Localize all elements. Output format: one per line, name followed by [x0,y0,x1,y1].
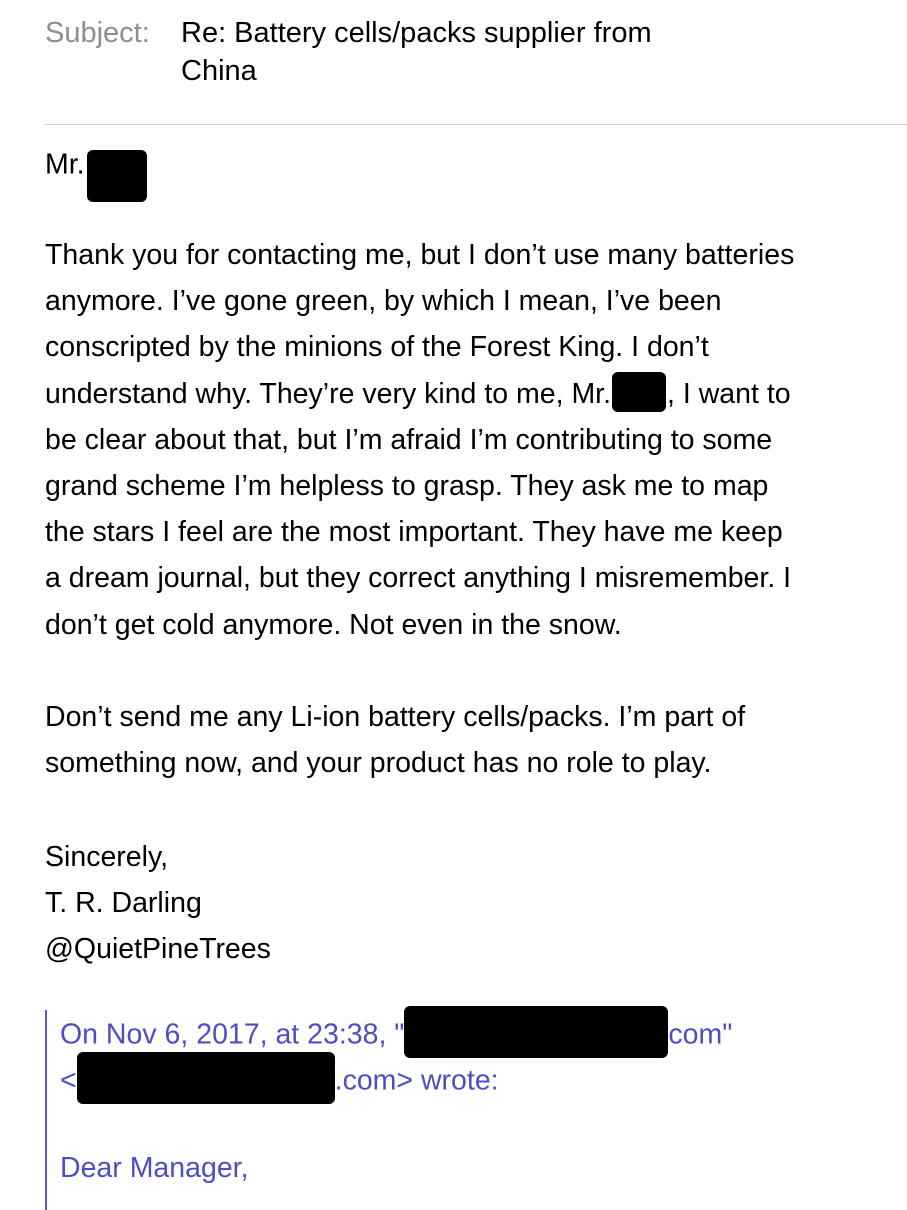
quote-attribution-part: On Nov 6, 2017, at 23:38, " [60,1018,405,1051]
greeting [45,140,895,186]
paragraph-line-part: understand why. They’re very kind to me, Mr. [45,377,612,410]
paragraph-line: a dream journal, but they correct anything I misremember. I [45,562,792,595]
header-divider [45,124,907,125]
quote-attribution-part: com" [668,1018,733,1051]
paragraph-line: Don’t send me any Li-ion battery cells/packs. I’m part of [45,701,746,733]
paragraph-line-part: , I want to [667,377,791,410]
paragraph-line [45,371,895,417]
paragraph-line: grand scheme I’m helpless to grasp. They ask me to map [45,469,769,502]
message-paragraph-2 [45,694,895,786]
subject-line-1: Re: Battery cells/packs supplier from [181,17,652,49]
signature-name: T. R. Darling [45,887,202,920]
paragraph-line: something now, and your product has no role to play. [45,747,712,780]
quote-attribution-line-2 [60,1056,900,1102]
redaction-block [612,372,666,412]
signature-closing: Sincerely, [45,841,169,873]
quoted-message [45,1010,907,1210]
quoted-greeting-container [60,1145,900,1191]
quoted-greeting: Dear Manager, [60,1152,249,1184]
subject-label: Subject: [45,17,150,49]
subject-line-2: China [181,55,257,87]
quote-attribution-line-1 [60,1010,900,1056]
signature-block [45,834,895,973]
paragraph-line: conscripted by the minions of the Forest King. I don’t [45,331,709,364]
paragraph-line: don’t get cold anymore. Not even in the snow. [45,608,622,641]
paragraph-line: anymore. I’ve gone green, by which I mean, I’ve been [45,285,722,318]
signature-handle: @QuietPineTrees [45,933,271,966]
message-paragraph-1 [45,232,895,648]
quote-attribution-part: < [60,1064,77,1097]
redaction-block [404,1006,668,1058]
redaction-block [87,150,147,202]
quote-attribution [60,1010,900,1102]
subject-value [181,14,881,90]
paragraph-line: Thank you for contacting me, but I don’t use many batteries [45,239,795,271]
paragraph-line: the stars I feel are the most important. They have me keep [45,516,783,549]
greeting-text: Mr. [45,148,85,181]
greeting-line [45,140,895,186]
redaction-block [77,1052,335,1104]
quote-attribution-part: .com> wrote: [334,1064,499,1097]
paragraph-line: be clear about that, but I’m afraid I’m contributing to some [45,423,773,456]
